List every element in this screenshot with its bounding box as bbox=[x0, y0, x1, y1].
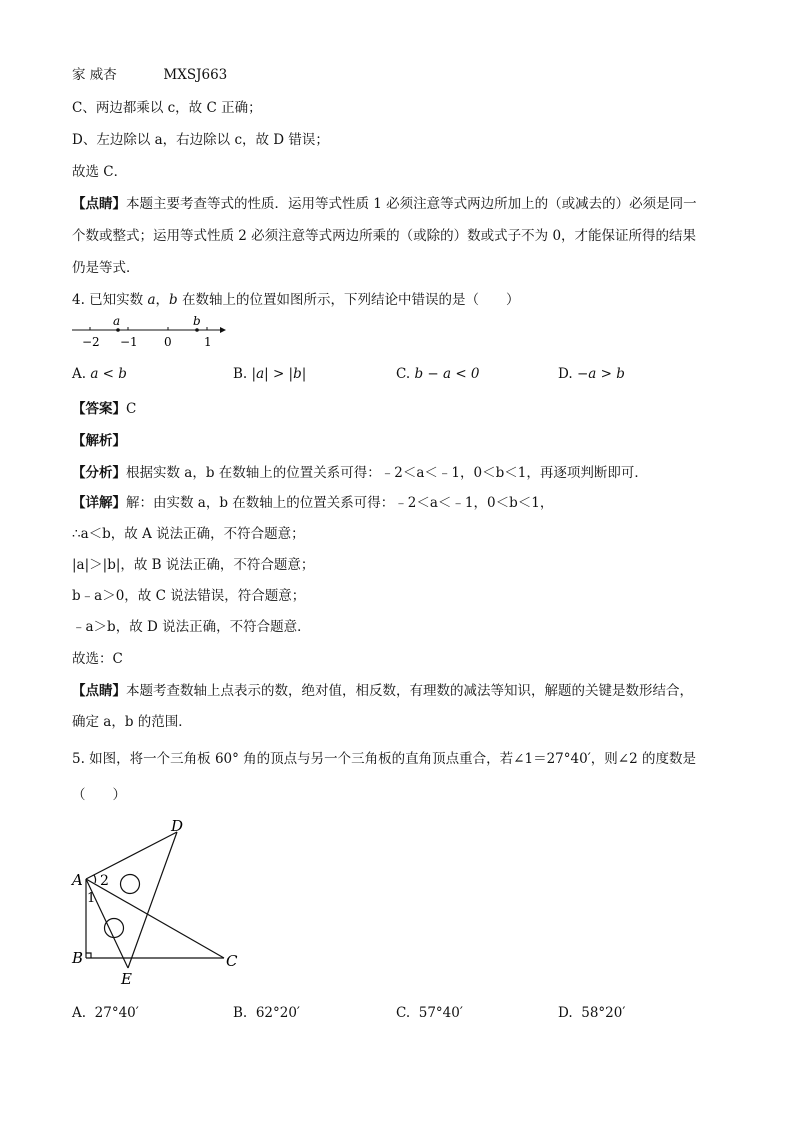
angle-label-2: 2 bbox=[100, 873, 109, 889]
q3-dianjing-tag: 【点睛】 bbox=[72, 196, 126, 212]
page-header bbox=[72, 66, 227, 84]
q4-comma: ， bbox=[155, 292, 170, 308]
tick-label-0: 0 bbox=[164, 335, 172, 349]
q5-option-b-text: 62°20′ bbox=[255, 1005, 300, 1021]
q4-option-b bbox=[233, 365, 306, 383]
q4-fenxi-text: 根据实数 a，b 在数轴上的位置关系可得：﹣2＜a＜﹣1，0＜b＜1，再逐项判断即可． bbox=[126, 465, 648, 481]
q5-option-c-text: 57°40′ bbox=[418, 1005, 463, 1021]
segment-de bbox=[128, 832, 177, 968]
label-a: a bbox=[113, 314, 121, 328]
set-square-hole-top bbox=[121, 875, 140, 894]
q4-option-b-text: |a| > |b| bbox=[251, 366, 307, 382]
q4-step-3: b﹣a＞0，故 C 说法错误，符合题意； bbox=[72, 588, 306, 604]
q4-fenxi bbox=[72, 464, 648, 482]
q3-dianjing-2: 个数或整式；运用等式性质 2 必须注意等式两边所乘的（或除的）数或式子不为 0，才能保证所得的结果 bbox=[72, 228, 697, 244]
angle-2-arc bbox=[94, 875, 96, 883]
tick-label-minus-2: −2 bbox=[82, 335, 100, 349]
point-b bbox=[195, 328, 199, 332]
tick-label-1: 1 bbox=[204, 335, 212, 349]
q4-answer bbox=[72, 400, 136, 418]
q4-xiangjie-tag: 【详解】 bbox=[72, 495, 126, 511]
q5-option-a-text: 27°40′ bbox=[94, 1005, 139, 1021]
q4-option-d bbox=[558, 365, 625, 383]
right-angle-marker-b bbox=[86, 953, 91, 958]
q4-answer-tag: 【答案】 bbox=[72, 401, 126, 417]
q4-choose: 故选：C bbox=[72, 651, 123, 667]
angle-label-1: 1 bbox=[87, 891, 96, 906]
q5-option-d-label: D. bbox=[558, 1005, 573, 1021]
q5-option-a bbox=[72, 1004, 139, 1022]
q4-var-b: b bbox=[169, 292, 178, 308]
q4-step-2: |a|＞|b|，故 B 说法正确，不符合题意； bbox=[72, 557, 315, 573]
q5-option-d bbox=[558, 1004, 625, 1022]
point-label-c: C bbox=[226, 952, 238, 970]
q5-option-a-label: A. bbox=[72, 1005, 87, 1021]
q3-dianjing-text-1: 本题主要考查等式的性质．运用等式性质 1 必须注意等式两边所加上的（或减去的）必须是同一 bbox=[126, 196, 697, 212]
point-label-b: B bbox=[72, 949, 84, 967]
tick-label-minus-1: −1 bbox=[120, 335, 138, 349]
q5-stem-1: 5. 如图，将一个三角板 60° 角的顶点与另一个三角板的直角顶点重合，若∠1＝27°40′，则∠2 的度数是 bbox=[72, 751, 696, 767]
q4-option-a bbox=[72, 365, 127, 383]
header-name: 家 威杏 bbox=[72, 67, 117, 83]
q4-option-c bbox=[396, 365, 480, 383]
q4-option-c-label: C. bbox=[396, 366, 411, 382]
q4-option-d-label: D. bbox=[558, 366, 573, 382]
set-square-hole-bottom bbox=[105, 919, 124, 938]
q4-fenxi-tag: 【分析】 bbox=[72, 465, 126, 481]
q4-option-a-label: A. bbox=[72, 366, 87, 382]
segment-ad bbox=[86, 832, 177, 879]
q4-answer-value: C bbox=[126, 401, 137, 417]
q4-stem-post: 在数轴上的位置如图所示，下列结论中错误的是（ ） bbox=[177, 292, 520, 308]
q3-line-d: D、左边除以 a，右边除以 c，故 D 错误； bbox=[72, 132, 329, 148]
q4-option-b-label: B. bbox=[233, 366, 248, 382]
q4-dianjing-text-1: 本题考查数轴上点表示的数，绝对值，相反数，有理数的减法等知识，解题的关键是数形结合， bbox=[126, 683, 693, 699]
q4-xiangjie bbox=[72, 494, 553, 512]
q5-option-d-text: 58°20′ bbox=[581, 1005, 626, 1021]
segment-ac bbox=[86, 879, 224, 958]
q4-stem bbox=[72, 291, 519, 309]
point-label-d: D bbox=[171, 817, 184, 835]
q4-step-4: ﹣a＞b，故 D 说法正确，不符合题意． bbox=[72, 619, 311, 635]
q4-dianjing-1 bbox=[72, 682, 693, 700]
q5-figure bbox=[64, 812, 254, 992]
q5-option-b bbox=[233, 1004, 300, 1022]
point-label-e: E bbox=[121, 970, 132, 988]
q5-stem-2: （ ） bbox=[72, 787, 126, 803]
q4-option-a-text: a < b bbox=[90, 366, 127, 382]
label-b: b bbox=[193, 314, 201, 328]
q4-xiangjie-text: 解：由实数 a，b 在数轴上的位置关系可得：﹣2＜a＜﹣1，0＜b＜1， bbox=[126, 495, 554, 511]
q4-dianjing-2: 确定 a，b 的范围． bbox=[72, 714, 192, 730]
q5-option-c bbox=[396, 1004, 463, 1022]
q3-choose: 故选 C． bbox=[72, 164, 128, 180]
point-a bbox=[116, 328, 120, 332]
q4-number-line bbox=[70, 312, 230, 352]
q5-option-c-label: C. bbox=[396, 1005, 411, 1021]
q3-dianjing-3: 仍是等式． bbox=[72, 260, 140, 276]
q5-option-b-label: B. bbox=[233, 1005, 248, 1021]
q4-stem-pre: 4. 已知实数 bbox=[72, 292, 148, 308]
q4-dianjing-tag: 【点睛】 bbox=[72, 683, 126, 699]
number-line-arrow-icon bbox=[220, 327, 226, 333]
q3-line-c: C、两边都乘以 c，故 C 正确； bbox=[72, 100, 262, 116]
q4-option-c-text: b − a < 0 bbox=[414, 366, 480, 382]
q4-step-1: ∴a＜b，故 A 说法正确，不符合题意； bbox=[72, 526, 305, 542]
header-code: MXSJ663 bbox=[163, 67, 228, 83]
q3-dianjing-1 bbox=[72, 195, 697, 213]
q4-var-a: a bbox=[147, 292, 156, 308]
q4-jiexi-tag: 【解析】 bbox=[72, 433, 126, 449]
point-label-a: A bbox=[72, 871, 83, 889]
q4-option-d-text: −a > b bbox=[576, 366, 625, 382]
